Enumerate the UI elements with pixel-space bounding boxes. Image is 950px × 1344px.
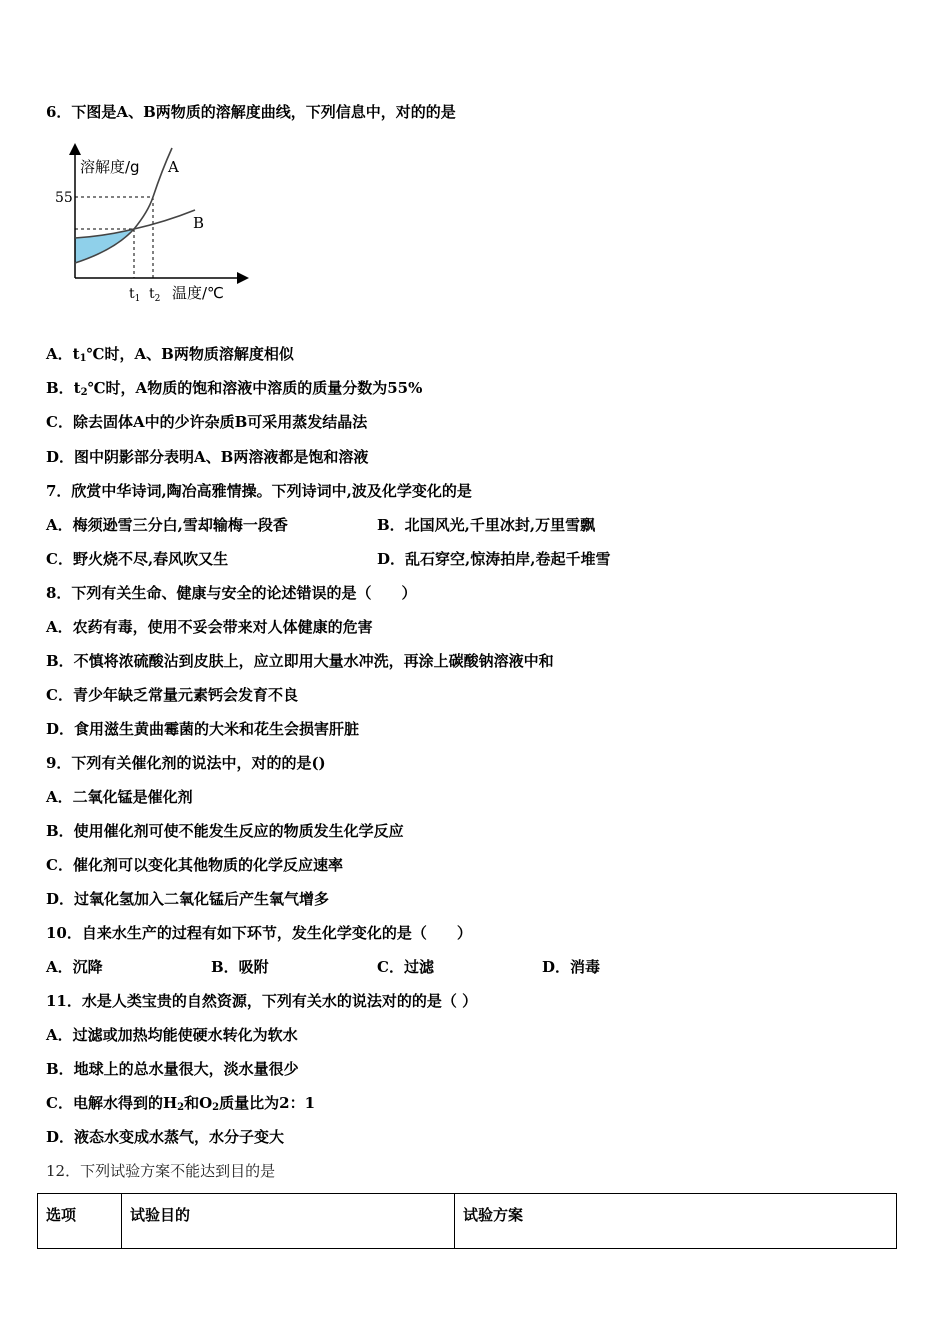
q8-option-b: B．不慎将浓硫酸沾到皮肤上，应立即用大量水冲洗，再涂上碳酸钠溶液中和 bbox=[46, 652, 554, 670]
q7-option-a: A．梅须逊雪三分白,雪却输梅一段香 bbox=[46, 516, 288, 534]
q11-option-d: D．液态水变成水蒸气，水分子变大 bbox=[46, 1128, 285, 1146]
curve-b-label: B bbox=[193, 214, 205, 232]
table-header-option: 选项 bbox=[38, 1194, 122, 1249]
q10-option-b: B．吸附 bbox=[211, 958, 269, 976]
q8-stem: 8．下列有关生命、健康与安全的论述错误的是（ ） bbox=[46, 584, 417, 602]
q9-option-d: D．过氧化氢加入二氧化锰后产生氧气增多 bbox=[46, 890, 330, 908]
x-tick-t2: $t_2$ bbox=[149, 286, 161, 304]
q11-stem: 11．水是人类宝贵的自然资源，下列有关水的说法对的的是（ ） bbox=[46, 992, 478, 1010]
q7-option-d: D．乱石穿空,惊涛拍岸,卷起千堆雪 bbox=[377, 550, 611, 568]
q9-stem: 9．下列有关催化剂的说法中，对的的是() bbox=[46, 754, 326, 772]
x-axis-label: 温度/℃ bbox=[172, 284, 224, 302]
q8-option-c: C．青少年缺乏常量元素钙会发育不良 bbox=[46, 686, 298, 704]
solubility-curve-figure bbox=[50, 140, 260, 310]
q9-option-c: C．催化剂可以变化其他物质的化学反应速率 bbox=[46, 856, 343, 874]
curve-a-label: A bbox=[168, 158, 179, 176]
q6-stem: 6．下图是A、B两物质的溶解度曲线，下列信息中，对的的是 bbox=[46, 103, 456, 121]
table-header-plan: 试验方案 bbox=[455, 1194, 897, 1249]
q6-option-c: C．除去固体A中的少许杂质B可采用蒸发结晶法 bbox=[46, 413, 368, 431]
q10-option-c: C．过滤 bbox=[377, 958, 434, 976]
q9-option-a: A．二氧化锰是催化剂 bbox=[46, 788, 193, 806]
q10-option-a: A．沉降 bbox=[46, 958, 103, 976]
q11-option-c: C．电解水得到的$H_2$和$O_2$质量比为2：1 bbox=[46, 1094, 316, 1113]
q10-stem: 10．自来水生产的过程有如下环节，发生化学变化的是（ ） bbox=[46, 924, 472, 942]
q11-option-b: B．地球上的总水量很大，淡水量很少 bbox=[46, 1060, 299, 1078]
q7-stem: 7．欣赏中华诗词,陶冶高雅情操。下列诗词中,波及化学变化的是 bbox=[46, 482, 472, 500]
y-tick-55: 55 bbox=[55, 190, 73, 206]
y-axis-label: 溶解度/g bbox=[80, 158, 140, 176]
x-tick-t1: $t_1$ bbox=[129, 286, 141, 304]
q12-stem: 12．下列试验方案不能达到目的是 bbox=[46, 1162, 276, 1180]
q12-table bbox=[37, 1193, 897, 1249]
q8-option-a: A．农药有毒，使用不妥会带来对人体健康的危害 bbox=[46, 618, 373, 636]
table-header-purpose: 试验目的 bbox=[122, 1194, 455, 1249]
q8-option-d: D．食用滋生黄曲霉菌的大米和花生会损害肝脏 bbox=[46, 720, 360, 738]
q10-option-d: D．消毒 bbox=[542, 958, 601, 976]
q7-option-c: C．野火烧不尽,春风吹又生 bbox=[46, 550, 229, 568]
q9-option-b: B．使用催化剂可使不能发生反应的物质发生化学反应 bbox=[46, 822, 404, 840]
q6-option-a: A．$t_1℃$时，A、B两物质溶解度相似 bbox=[46, 345, 294, 364]
table-header-row bbox=[38, 1194, 897, 1249]
q6-option-d: D．图中阴影部分表明A、B两溶液都是饱和溶液 bbox=[46, 448, 369, 466]
q6-option-b: B．$t_2℃$时，A物质的饱和溶液中溶质的质量分数为55% bbox=[46, 379, 423, 398]
q11-option-a: A．过滤或加热均能使硬水转化为软水 bbox=[46, 1026, 298, 1044]
curve-b bbox=[75, 210, 195, 238]
q7-option-b: B．北国风光,千里冰封,万里雪飘 bbox=[377, 516, 596, 534]
